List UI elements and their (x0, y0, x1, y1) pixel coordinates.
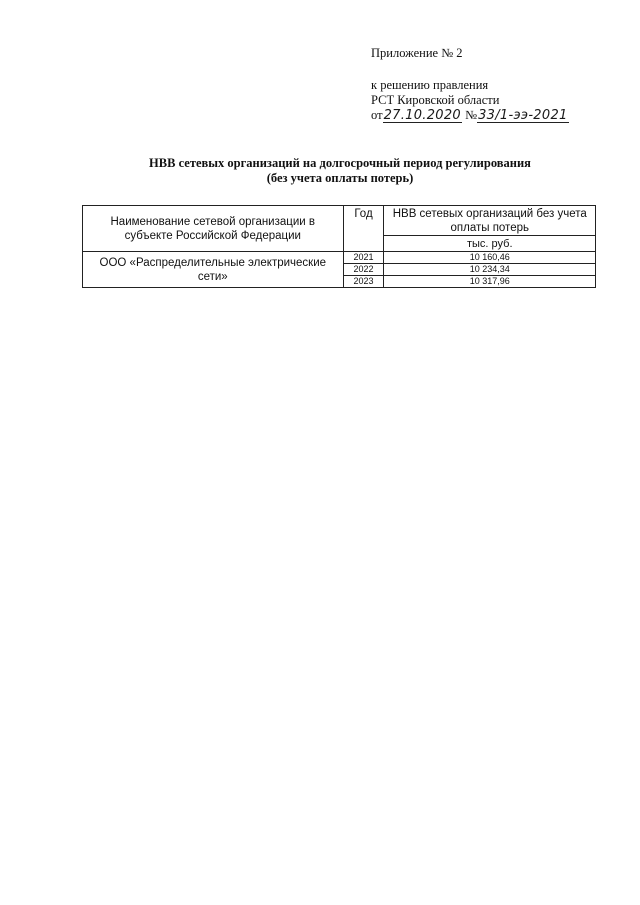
org-name-cell: ООО «Распределительные электрические сети» (83, 252, 344, 288)
appendix-block (371, 46, 569, 123)
document-heading (0, 156, 640, 186)
value-cell: 10 234,34 (384, 264, 596, 276)
from-label: от (371, 108, 383, 122)
header-year: Год (343, 206, 384, 252)
handwritten-number: 33/1-ээ-2021 (478, 108, 568, 123)
table-row (83, 252, 596, 264)
header-unit: тыс. руб. (384, 236, 596, 252)
year-cell: 2023 (343, 276, 384, 288)
heading-line-1: НВВ сетевых организаций на долгосрочный период регулирования (149, 156, 531, 170)
value-cell: 10 160,46 (384, 252, 596, 264)
nvv-table (82, 205, 596, 288)
value-cell: 10 317,96 (384, 276, 596, 288)
handwritten-date: 27.10.2020 (383, 108, 461, 123)
heading-line-2: (без учета оплаты потерь) (266, 171, 414, 185)
authority-line: РСТ Кировской области (371, 93, 500, 107)
appendix-title: Приложение № 2 (371, 46, 463, 60)
year-cell: 2021 (343, 252, 384, 264)
number-label: № (465, 108, 478, 122)
decision-line: к решению правления (371, 78, 489, 92)
header-nvv: НВВ сетевых организаций без учета оплаты потерь (384, 206, 596, 236)
decision-reference (371, 108, 569, 123)
header-org: Наименование сетевой организации в субъекте Российской Федерации (83, 206, 344, 252)
year-cell: 2022 (343, 264, 384, 276)
